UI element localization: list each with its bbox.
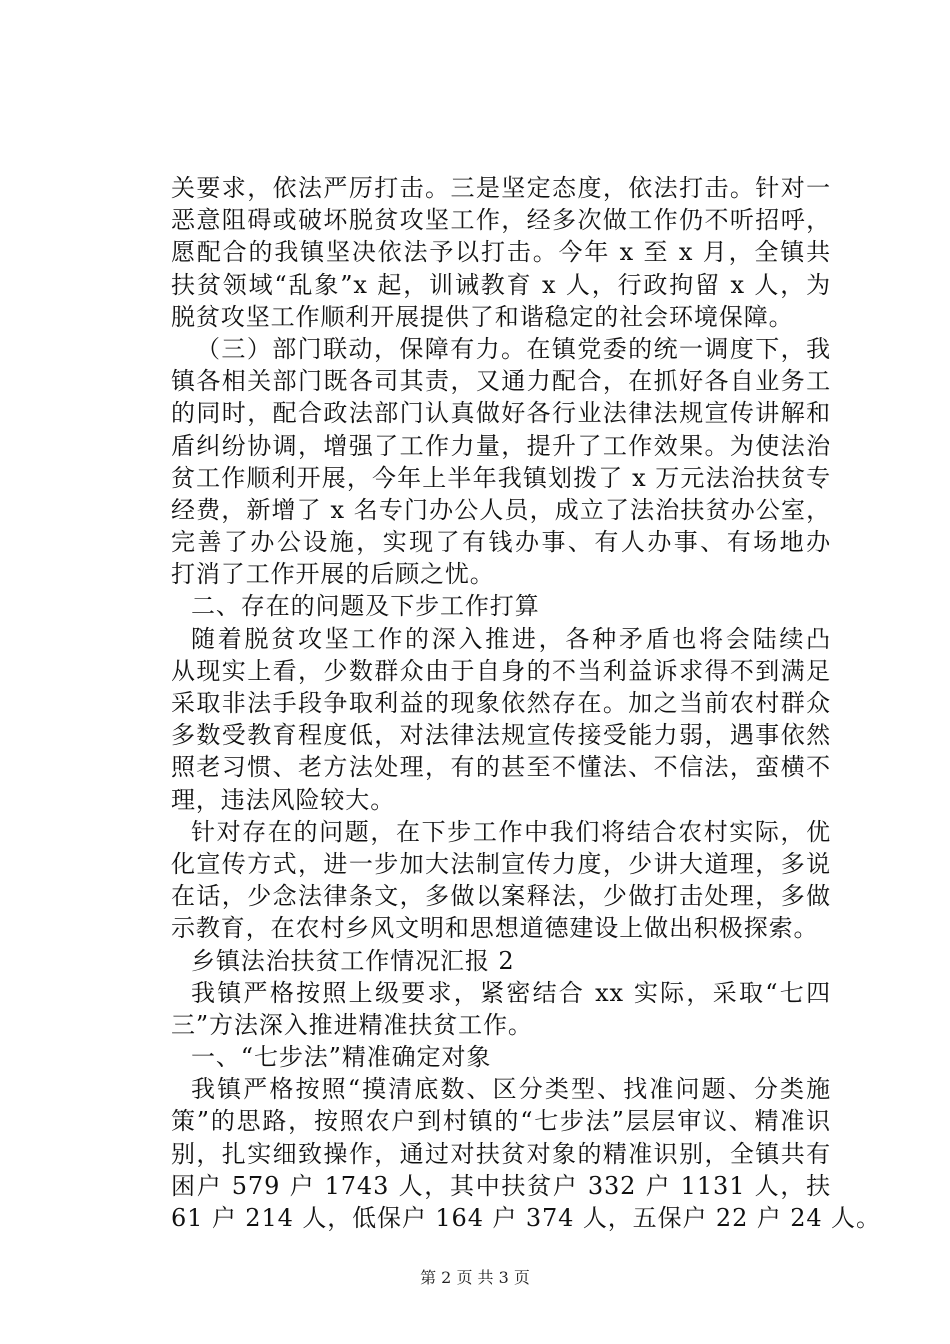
text-line: 完善了办公设施，实现了有钱办事、有人办事、有场地办	[171, 528, 831, 557]
page-number-footer: 第 2 页 共 3 页	[420, 1268, 530, 1287]
text-line: 恶意阻碍或破坏脱贫攻坚工作，经多次做工作仍不听招呼，	[171, 206, 831, 235]
text-line: 策”的思路，按照农户到村镇的“七步法”层层审议、精准识	[171, 1107, 831, 1136]
text-line: 困户 579 户 1743 人，其中扶贫户 332 户 1131 人，扶	[171, 1171, 831, 1200]
text-line: 照老习惯、老方法处理，有的甚至不懂法、不信法，蛮横不	[171, 753, 831, 782]
text-line: 理，违法风险较大。	[171, 785, 396, 814]
text-line: 的同时，配合政法部门认真做好各行业法律法规宣传讲解和	[171, 399, 831, 428]
text-line: 镇各相关部门既各司其责，又通力配合，在抓好各自业务工	[171, 367, 831, 396]
paragraph-first-line: 针对存在的问题，在下步工作中我们将结合农村实际，优	[191, 817, 831, 846]
paragraph-first-line: 我镇严格按照上级要求，紧密结合 xx 实际，采取“七四	[191, 978, 831, 1007]
text-line: 61 户 214 人，低保户 164 户 374 人，五保户 22 户 24 人。	[171, 1204, 881, 1232]
text-line: 经费，新增了 x 名专门办公人员，成立了法治扶贫办公室，	[171, 495, 831, 524]
text-line: 扶贫领域“乱象”x 起，训诫教育 x 人，行政拘留 x 人，为	[171, 270, 831, 299]
paragraph-first-line: 随着脱贫攻坚工作的深入推进，各种矛盾也将会陆续凸	[191, 624, 831, 653]
section-heading-line: （三）部门联动，保障有力。在镇党委的统一调度下，我	[196, 334, 831, 363]
text-line: 示教育，在农村乡风文明和思想道德建设上做出积极探索。	[171, 914, 819, 943]
section-heading: 一、“七步法”精准确定对象	[191, 1043, 492, 1072]
section-heading: 二、存在的问题及下步工作打算	[191, 592, 540, 621]
text-line: 多数受教育程度低，对法律法规宣传接受能力弱，遇事依然	[171, 721, 831, 750]
text-line: 从现实上看，少数群众由于自身的不当利益诉求得不到满足	[171, 656, 831, 685]
document-body	[171, 172, 881, 1234]
text-line: 化宣传方式，进一步加大法制宣传力度，少讲大道理，多说	[171, 849, 831, 878]
text-line: 在话，少念法律条文，多做以案释法，少做打击处理，多做	[171, 882, 831, 911]
text-line: 采取非法手段争取利益的现象依然存在。加之当前农村群众	[171, 689, 831, 717]
text-line: 脱贫攻坚工作顺利开展提供了和谐稳定的社会环境保障。	[171, 302, 794, 331]
text-line: 打消了工作开展的后顾之忧。	[171, 560, 495, 589]
paragraph-first-line: 我镇严格按照“摸清底数、区分类型、找准问题、分类施	[191, 1075, 831, 1104]
text-line: 三”方法深入推进精准扶贫工作。	[171, 1010, 533, 1039]
text-line: 别，扎实细致操作，通过对扶贫对象的精准识别，全镇共有	[171, 1139, 831, 1168]
text-line: 关要求，依法严厉打击。三是坚定态度，依法打击。针对一	[171, 174, 831, 202]
text-line: 贫工作顺利开展，今年上半年我镇划拨了 x 万元法治扶贫专	[171, 463, 831, 492]
text-line: 盾纠纷协调，增强了工作力量，提升了工作效果。为使法治	[171, 431, 831, 460]
text-line: 愿配合的我镇坚决依法予以打击。今年 x 至 x 月，全镇共	[171, 238, 831, 267]
report-title: 乡镇法治扶贫工作情况汇报 2	[191, 946, 515, 975]
